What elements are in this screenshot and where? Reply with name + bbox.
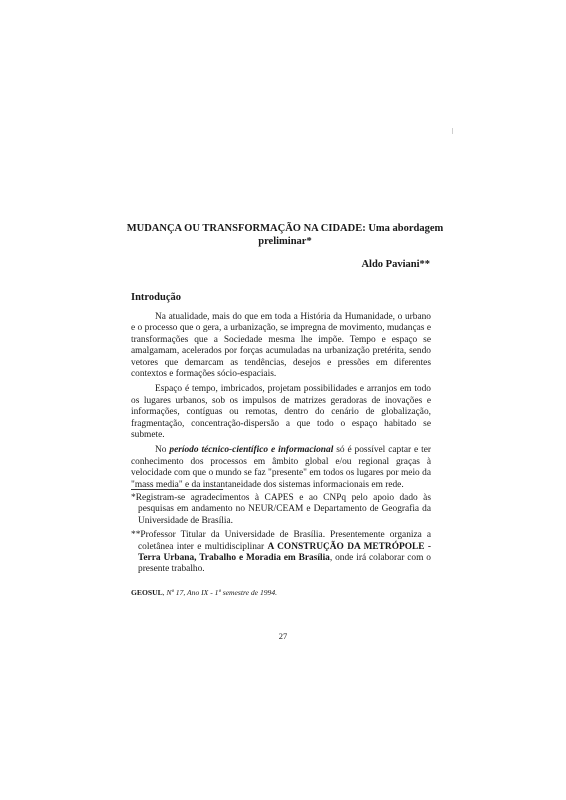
page-number: 27 bbox=[278, 631, 288, 641]
footnote-2-start: **Professor Titular da Universidade de Brasília. Presentemente organiza a coletânea inter e multidisciplinar bbox=[131, 530, 431, 552]
paragraph-3-emphasis: período técnico-científico e informacional bbox=[169, 445, 334, 456]
author-name: Aldo Paviani** bbox=[361, 259, 430, 270]
title-continuation: preliminar* bbox=[258, 236, 312, 247]
journal-issue: , Nº 17, Ano IX - 1º semestre de 1994. bbox=[162, 588, 278, 597]
paragraph-1: Na atualidade, mais do que em toda a História da Humanidade, o urbano e o processo que o gera, a urbanização, se impregna de movimento, mudanças e transformações que a Sociedade mesma lhe impõe. Tempo e espaço se amalgamam, acelerados por forças acumuladas na urbanização pretérita, sendo vetores que demarcam as tendências, desejos e pressões em diferentes contextos e formações sócio-espaciais. bbox=[131, 312, 431, 380]
footnote-2-book-title: A CONSTRUÇÃO DA METRÓPOLE - Terra Urbana, Trabalho e Moradia em Brasília bbox=[138, 541, 431, 564]
paragraph-2: Espaço é tempo, imbricados, projetam possibilidades e arranjos em todo os lugares urbanos, sob os impulsos de matrizes geradoras de inovações e informações, contíguas ou remotas, dentro do cenário de globalização, fragmentação, concentração-dispersão a que todo o espaço habitado se submete. bbox=[131, 384, 431, 441]
footnote-1: *Registram-se agradecimentos à CAPES e ao CNPq pelo apoio dado às pesquisas em andamento no NEUR/CEAM e Departamento de Geografia da Universidade de Brasília. bbox=[131, 493, 431, 526]
journal-citation bbox=[131, 588, 277, 597]
title-main: MUDANÇA OU TRANSFORMAÇÃO NA CIDADE: Uma abordagem bbox=[126, 223, 444, 234]
article-title bbox=[110, 222, 460, 248]
footnotes bbox=[131, 493, 431, 579]
body-text bbox=[131, 312, 431, 495]
scan-mark bbox=[452, 128, 453, 134]
footnote-divider bbox=[131, 489, 223, 490]
footnote-2-end: , onde irá colaborar com o presente trabalho. bbox=[138, 553, 431, 575]
journal-name: GEOSUL bbox=[131, 588, 163, 597]
paragraph-3-start: No bbox=[155, 445, 170, 456]
footnote-2 bbox=[131, 530, 431, 576]
section-heading: Introdução bbox=[131, 292, 181, 303]
paragraph-3 bbox=[131, 445, 431, 491]
paragraph-3-end: só é possível captar e ter conhecimento dos processos em âmbito global e/ou regional graças à velocidade com que o mundo se faz "presente" em todos os lugares por meio da "mass media" e da instantaneidade dos sistemas informacionais em rede. bbox=[131, 445, 431, 490]
